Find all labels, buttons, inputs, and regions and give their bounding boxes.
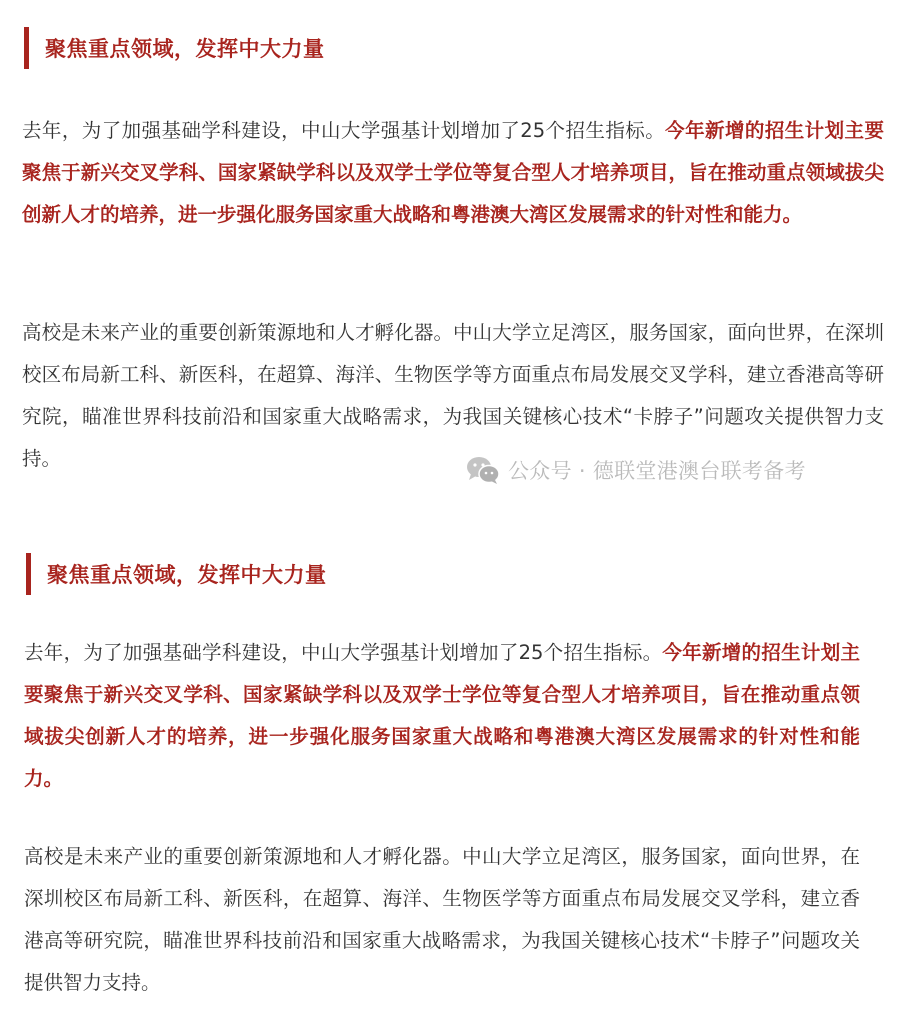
paragraph-innovation: 高校是未来产业的重要创新策源地和人才孵化器。中山大学立足湾区，服务国家，面向世界，在深圳校区布局新工科、新医科，在超算、海洋、生物医学等方面重点布局发展交叉学科，建立香港高等研究院，瞄准世界科技前沿和国家重大战略需求，为我国关键核心技术“卡脖子”问题攻关提供智力支持。: [22, 321, 884, 470]
section-heading-text: 聚焦重点领域，发挥中大力量: [45, 37, 325, 61]
heading-accent-bar: [24, 27, 29, 69]
section-heading-text: 聚焦重点领域，发挥中大力量: [47, 563, 327, 587]
paragraph-normal-text: 去年，为了加强基础学科建设，中山大学强基计划增加了25个招生指标。: [24, 641, 663, 664]
paragraph-highlight-text: 今年新增的招生计划主要聚焦于新兴交叉学科、国家紧缺学科以及双学士学位等复合型人才培养项目，旨在推动重点领域拔尖创新人才的培养，进一步强化服务国家重大战略和粤港澳大湾区发展需求的针对性和能力。: [22, 119, 884, 226]
heading-accent-bar: [26, 553, 31, 595]
wechat-watermark: [466, 455, 806, 485]
paragraph-highlight-text: 今年新增的招生计划主要聚焦于新兴交叉学科、国家紧缺学科以及双学士学位等复合型人才培养项目，旨在推动重点领域拔尖创新人才的培养，进一步强化服务国家重大战略和粤港澳大湾区发展需求的针对性和能力。: [24, 641, 860, 790]
section-heading: [24, 27, 325, 69]
paragraph-plan-increase: [22, 110, 884, 236]
section-heading: [26, 553, 327, 595]
watermark-text: 公众号 · 德联堂港澳台联考备考: [508, 459, 806, 483]
wechat-icon: [466, 455, 500, 485]
paragraph-normal-text: 去年，为了加强基础学科建设，中山大学强基计划增加了25个招生指标。: [22, 119, 666, 142]
paragraph-plan-increase: [24, 632, 860, 800]
paragraph-innovation: 高校是未来产业的重要创新策源地和人才孵化器。中山大学立足湾区，服务国家，面向世界，在深圳校区布局新工科、新医科，在超算、海洋、生物医学等方面重点布局发展交叉学科，建立香港高等研究院，瞄准世界科技前沿和国家重大战略需求，为我国关键核心技术“卡脖子”问题攻关提供智力支持。: [24, 845, 860, 994]
